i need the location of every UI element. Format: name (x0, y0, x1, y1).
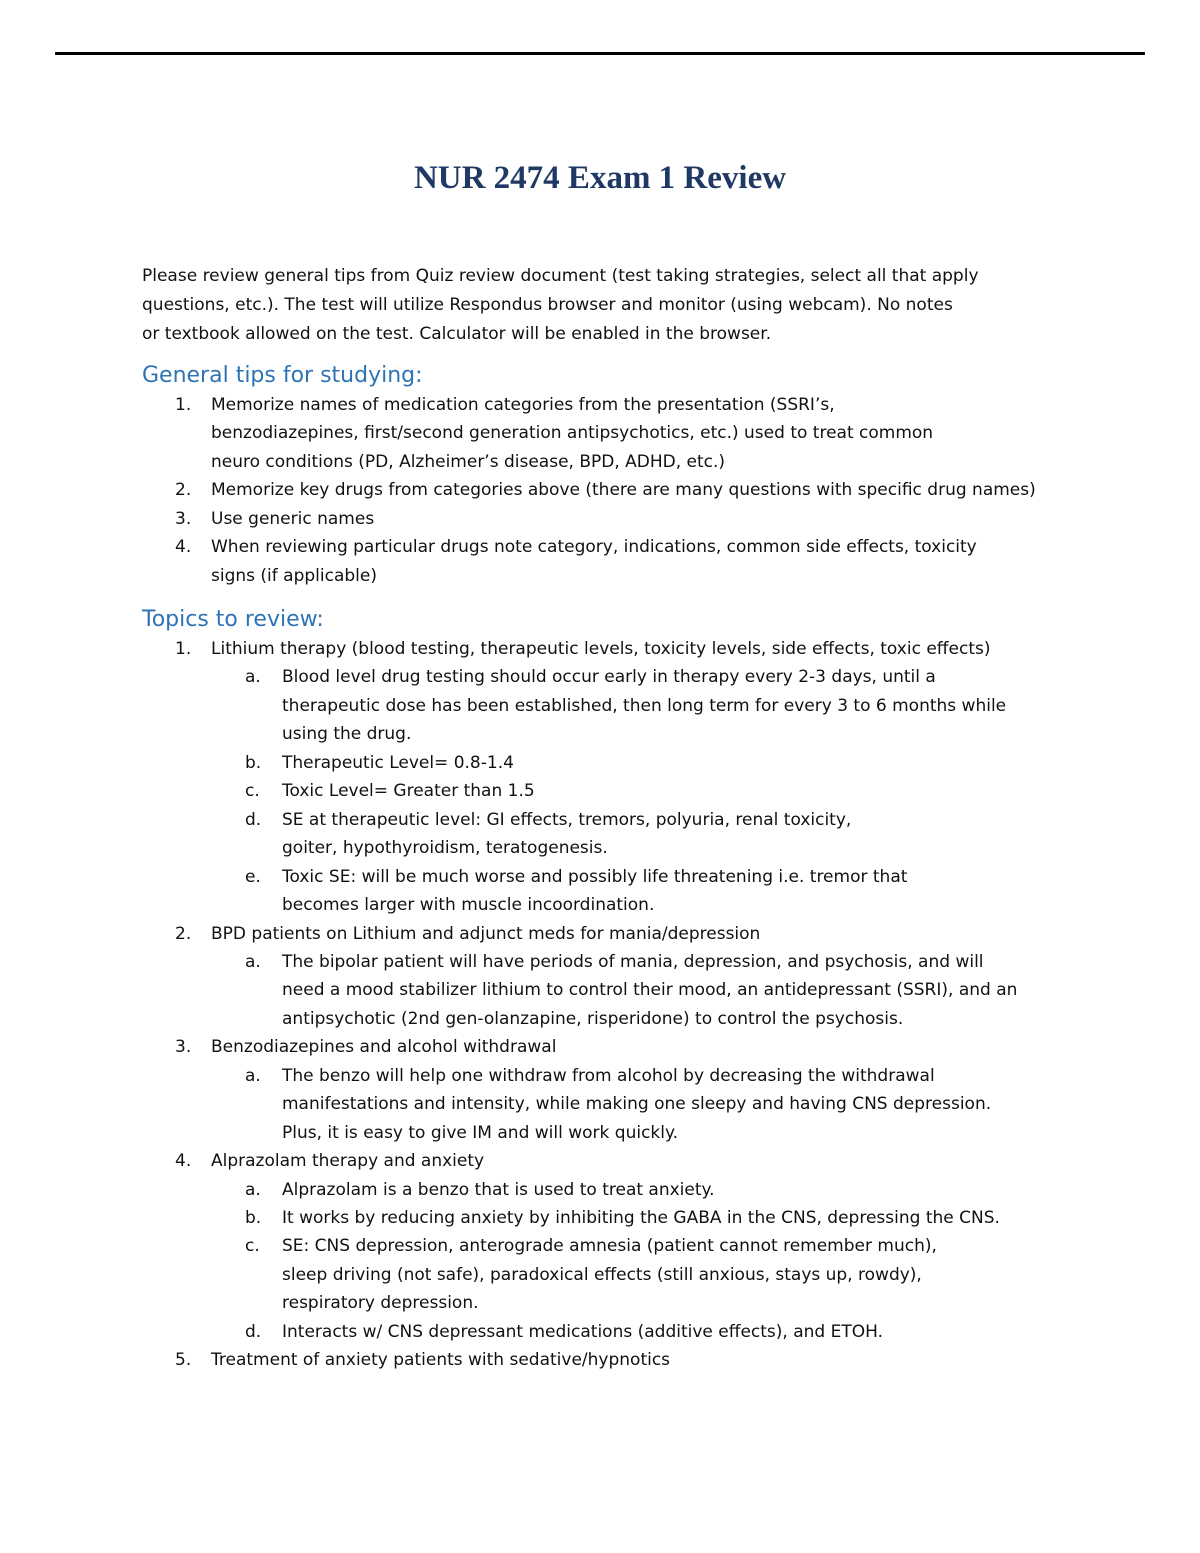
topic-number: 4. (175, 1151, 192, 1172)
subtopic-letter: e. (245, 866, 261, 887)
topic-text: BPD patients on Lithium and adjunct meds for mania/depression (211, 923, 761, 944)
topic-text: Treatment of anxiety patients with sedative/hypnotics (211, 1350, 671, 1371)
subtopic-letter: b. (245, 1208, 262, 1228)
subtopic-text: becomes larger with muscle incoordination. (282, 895, 655, 916)
subtopic-text: Toxic SE: will be much worse and possibly life threatening i.e. tremor that (282, 866, 908, 887)
subtopic-letter: a. (245, 951, 261, 972)
subtopic-text: The benzo will help one withdraw from alcohol by decreasing the withdrawal (282, 1065, 935, 1086)
subtopic-letter: a. (245, 667, 261, 688)
list-item-number: 1. (175, 395, 192, 415)
subtopic-text: SE at therapeutic level: GI effects, tremors, polyuria, renal toxicity, (282, 809, 852, 830)
subtopic-text: Alprazolam is a benzo that is used to treat anxiety. (282, 1179, 715, 1200)
list-item-text: When reviewing particular drugs note category, indications, common side effects, toxicity (211, 537, 977, 558)
subtopic-text: Plus, it is easy to give IM and will work quickly. (282, 1122, 679, 1143)
topic-text: Alprazolam therapy and anxiety (211, 1151, 485, 1172)
topic-number: 5. (175, 1350, 192, 1371)
subtopic-text: Blood level drug testing should occur early in therapy every 2-3 days, until a (282, 667, 936, 688)
subtopic-text: SE: CNS depression, anterograde amnesia (patient cannot remember much), (282, 1236, 937, 1257)
top-rule (55, 52, 1145, 55)
topic-number: 2. (175, 923, 192, 944)
subtopic-text: using the drug. (282, 724, 412, 745)
subtopic-letter: c. (245, 1236, 260, 1257)
list-item-text: benzodiazepines, first/second generation antipsychotics, etc.) used to treat common (211, 423, 934, 444)
topic-number: 3. (175, 1037, 192, 1058)
topic-number: 1. (175, 639, 192, 659)
list-item-text: neuro conditions (PD, Alzheimer’s disease, BPD, ADHD, etc.) (211, 451, 726, 472)
subtopic-letter: b. (245, 752, 262, 773)
subtopic-text: Therapeutic Level= 0.8-1.4 (282, 752, 514, 773)
subtopic-letter: d. (245, 809, 262, 830)
subtopic-letter: c. (245, 781, 260, 802)
subtopic-text: Interacts w/ CNS depressant medications (additive effects), and ETOH. (282, 1321, 884, 1342)
list-item-number: 2. (175, 480, 192, 501)
subtopic-text: antipsychotic (2nd gen-olanzapine, risperidone) to control the psychosis. (282, 1008, 904, 1029)
intro-paragraph (142, 262, 1042, 349)
subtopic-text: therapeutic dose has been established, then long term for every 3 to 6 months while (282, 695, 1007, 716)
subtopic-text: It works by reducing anxiety by inhibiting the GABA in the CNS, depressing the CNS. (282, 1208, 1000, 1228)
subtopic-text: sleep driving (not safe), paradoxical effects (still anxious, stays up, rowdy), (282, 1264, 922, 1285)
list-item-text: Memorize names of medication categories from the presentation (SSRI’s, (211, 395, 835, 415)
list-item-text: signs (if applicable) (211, 565, 377, 586)
subtopic-letter: d. (245, 1321, 262, 1342)
subtopic-letter: a. (245, 1179, 261, 1200)
subtopic-text: The bipolar patient will have periods of mania, depression, and psychosis, and will (282, 951, 984, 972)
subtopic-letter: a. (245, 1065, 261, 1086)
list-item-number: 3. (175, 508, 192, 529)
general-tips-heading: General tips for studying: (142, 363, 423, 388)
topics-heading: Topics to review: (142, 607, 324, 632)
subtopic-text: manifestations and intensity, while making one sleepy and having CNS depression. (282, 1094, 992, 1115)
intro-line: or textbook allowed on the test. Calculator will be enabled in the browser. (142, 324, 772, 344)
topic-text: Lithium therapy (blood testing, therapeutic levels, toxicity levels, side effects, toxic effects) (211, 639, 991, 659)
list-item-text: Memorize key drugs from categories above (there are many questions with specific drug names) (211, 480, 1036, 501)
intro-line: Please review general tips from Quiz review document (test taking strategies, select all that apply (142, 266, 979, 286)
list-item-text: Use generic names (211, 508, 375, 529)
subtopic-text: respiratory depression. (282, 1293, 479, 1314)
topic-text: Benzodiazepines and alcohol withdrawal (211, 1037, 557, 1058)
list-item-number: 4. (175, 537, 192, 558)
subtopic-text: need a mood stabilizer lithium to control their mood, an antidepressant (SSRI), and an (282, 980, 1018, 1001)
subtopic-text: goiter, hypothyroidism, teratogenesis. (282, 838, 608, 859)
intro-line: questions, etc.). The test will utilize Respondus browser and monitor (using webcam). No notes (142, 295, 953, 315)
page-title: NUR 2474 Exam 1 Review (413, 160, 787, 196)
subtopic-text: Toxic Level= Greater than 1.5 (282, 781, 535, 802)
